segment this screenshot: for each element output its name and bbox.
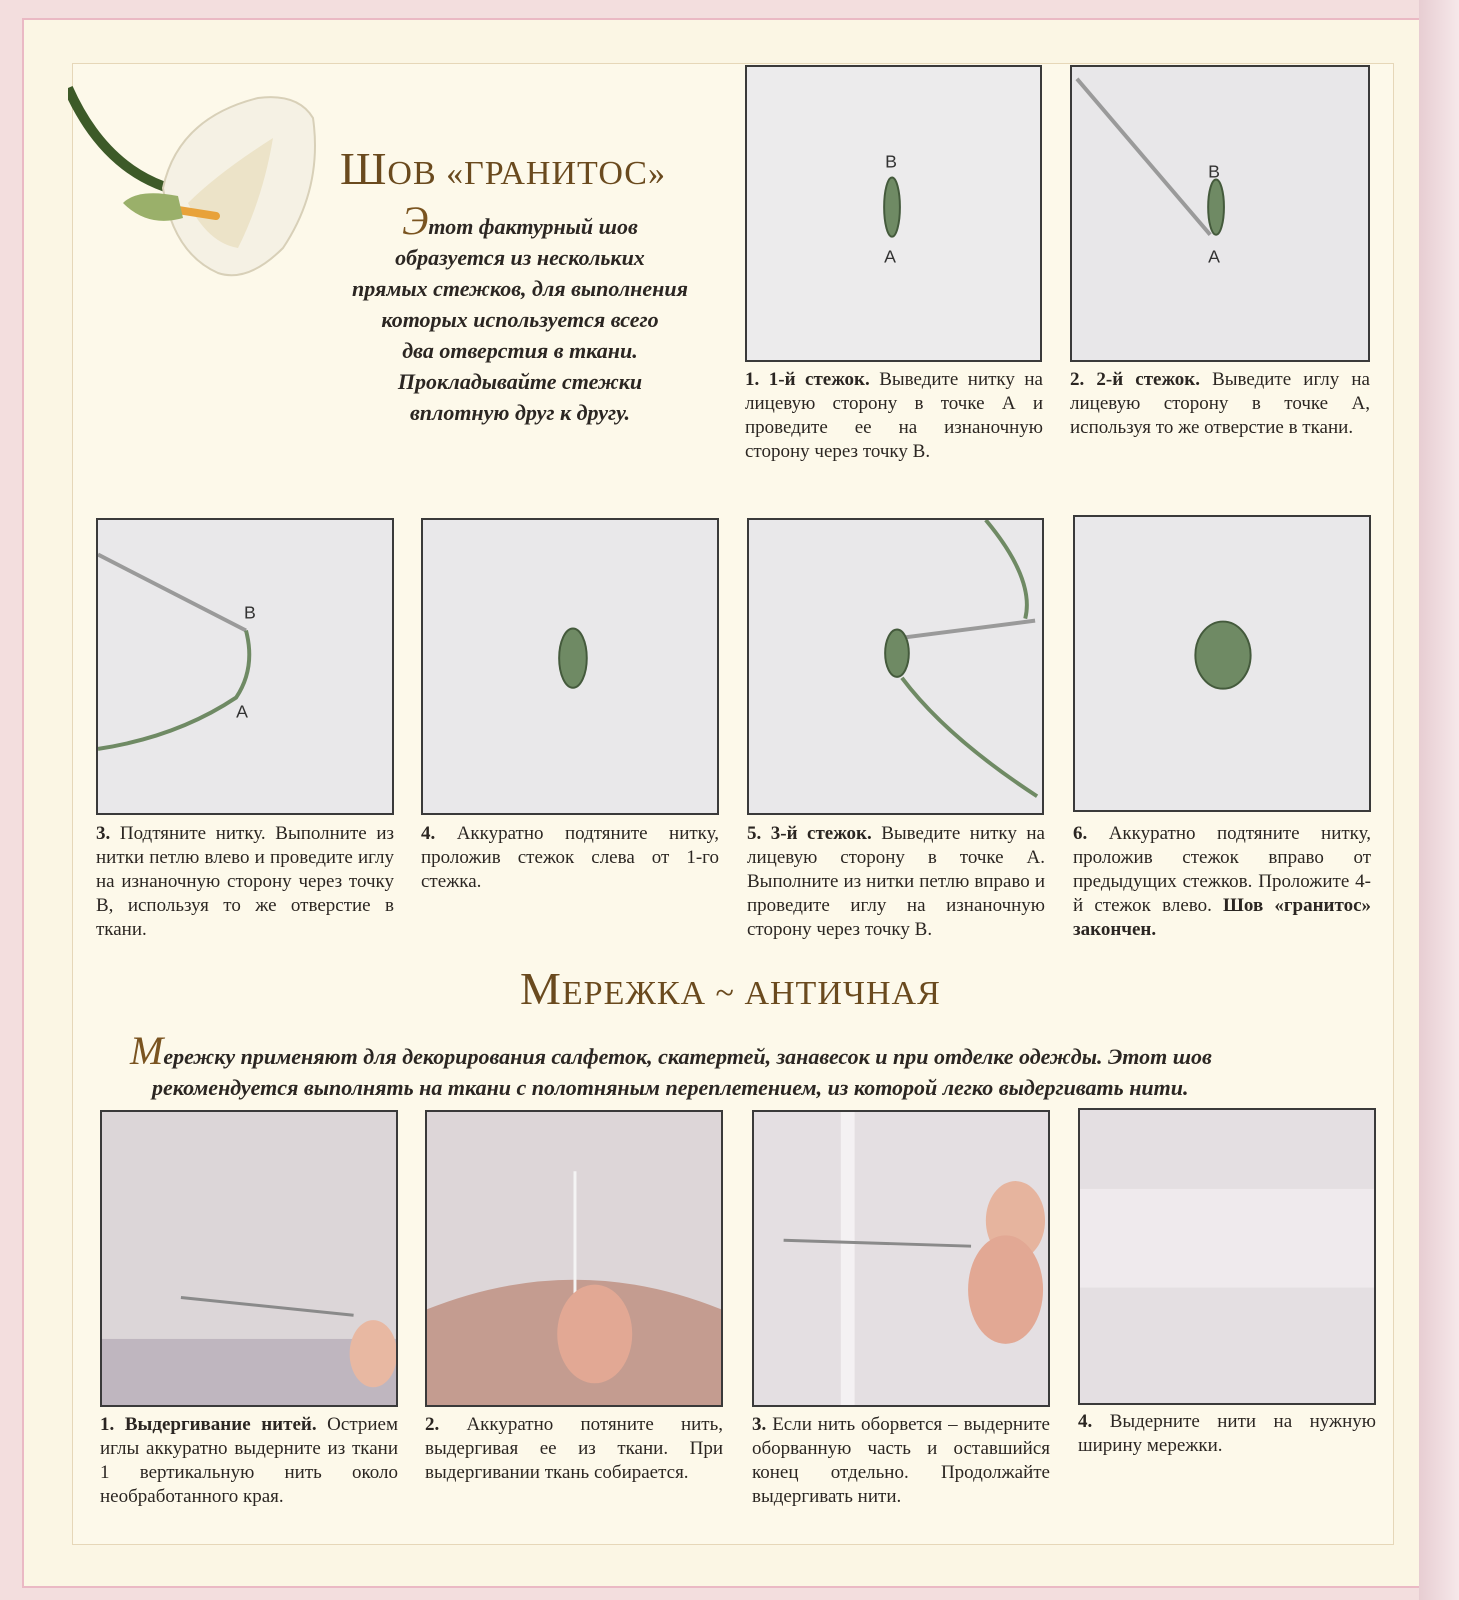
step3-photo bbox=[96, 518, 394, 815]
mer-step4-text: Выдерните нити на нужную ширину мережки. bbox=[1078, 1411, 1376, 1456]
label-a: A bbox=[1208, 246, 1221, 267]
section1-title-rest: ОВ «ГРАНИТОС» bbox=[387, 155, 666, 192]
step5-text: Выведите нитку на лицевую сторону в точке А. Выполните из нитки петлю вправо и проведите иглу на изнаночную сторону через точку В. bbox=[747, 823, 1045, 940]
step5-caption bbox=[747, 822, 1045, 942]
step4-caption bbox=[421, 822, 719, 894]
step6-num: 6. bbox=[1073, 823, 1088, 844]
step4-num: 4. bbox=[421, 823, 436, 844]
intro-line-1: образуется из нескольких bbox=[395, 245, 645, 270]
step1-bold: 1-й стежок. bbox=[768, 369, 870, 390]
section2-intro bbox=[130, 1028, 1370, 1103]
intro-line-2: прямых стежков, для выполнения bbox=[352, 276, 688, 301]
step2-text: Выведите иглу на лицевую сторону в точке А, используя то же отверстие в ткани. bbox=[1070, 369, 1370, 438]
section2-intro-initial: М bbox=[130, 1028, 164, 1073]
step3-text: Подтяните нитку. Выполните из нитки петлю влево и проведите иглу на изнаночную сторону через точку В, используя то же отверстие в ткани. bbox=[96, 823, 394, 940]
step6-text: Аккуратно подтяните нитку, проложив стежок вправо от предыдущих стежков. Проложите 4-й стежок влево. bbox=[1073, 823, 1371, 916]
step5-photo bbox=[747, 518, 1044, 815]
mer-step3-num: 3. bbox=[752, 1414, 767, 1435]
mer-step2-text: Аккуратно потяните нить, выдергивая ее из ткани. При выдергивании ткань собирается. bbox=[425, 1414, 724, 1483]
section1-title bbox=[340, 142, 666, 195]
mer-step1-bold: Выдергивание нитей. bbox=[124, 1414, 317, 1435]
mer-step4-num: 4. bbox=[1078, 1411, 1093, 1432]
mer-step1-photo bbox=[100, 1110, 398, 1407]
mer-step2-num: 2. bbox=[425, 1414, 440, 1435]
step4-text: Аккуратно подтяните нитку, проложив стежок слева от 1-го стежка. bbox=[421, 823, 719, 892]
section2-title-initial: М bbox=[520, 963, 562, 1014]
mer-step2-photo bbox=[425, 1110, 723, 1407]
step3-num: 3. bbox=[96, 823, 111, 844]
mer-step3-photo bbox=[752, 1110, 1050, 1407]
step6-photo bbox=[1073, 515, 1371, 812]
label-b: B bbox=[244, 602, 256, 623]
intro-line-4: два отверстия в ткани. bbox=[402, 338, 638, 363]
mer-step4-caption bbox=[1078, 1410, 1376, 1458]
section1-intro-initial: Э bbox=[402, 198, 429, 243]
label-a: A bbox=[884, 246, 896, 267]
mer-step3-text: Если нить оборвется – выдерните оборванную часть и оставшийся конец отдельно. Продолжайте выдергивать нити. bbox=[752, 1414, 1050, 1507]
step1-text: Выведите нитку на лицевую сторону в точке А и проведите ее на изнаночную сторону через точку В. bbox=[745, 369, 1043, 462]
mer-step1-text: Острием иглы аккуратно выдерните из ткани 1 вертикальную нить около необработанного края. bbox=[100, 1414, 398, 1507]
step6-tail: Шов «гранитос» закончен. bbox=[1073, 895, 1371, 940]
mer-step4-photo bbox=[1078, 1108, 1376, 1405]
section2-intro-line2: рекомендуется выполнять на ткани с полотняным переплетением, из которой легко выдергивать нити. bbox=[152, 1075, 1189, 1100]
step2-num: 2. bbox=[1070, 369, 1085, 390]
section2-title-rest: ЕРЕЖКА ~ АНТИЧНАЯ bbox=[561, 975, 941, 1012]
intro-line-3: которых используется всего bbox=[381, 307, 659, 332]
mer-step1-caption bbox=[100, 1413, 398, 1509]
section1-title-initial: Ш bbox=[340, 143, 388, 194]
step2-bold: 2-й стежок. bbox=[1096, 369, 1200, 390]
step2-caption bbox=[1070, 368, 1370, 440]
mer-step1-num: 1. bbox=[100, 1414, 115, 1435]
mer-step3-caption bbox=[752, 1413, 1050, 1509]
intro-line-0: тот фактурный шов bbox=[428, 214, 638, 239]
step3-caption bbox=[96, 822, 394, 942]
label-a: A bbox=[236, 701, 248, 722]
section1-intro bbox=[330, 198, 710, 428]
step4-photo bbox=[421, 518, 719, 815]
label-b: B bbox=[1208, 161, 1221, 182]
step1-caption bbox=[745, 368, 1043, 464]
section2-intro-line1: ережку применяют для декорирования салфеток, скатертей, занавесок и при отделке одежды. Этот шов bbox=[163, 1044, 1212, 1069]
step1-photo bbox=[745, 65, 1042, 362]
step5-num: 5. bbox=[747, 823, 762, 844]
mer-step2-caption bbox=[425, 1413, 723, 1485]
step1-num: 1. bbox=[745, 369, 760, 390]
step6-caption bbox=[1073, 822, 1371, 942]
intro-line-5: Прокладывайте стежки bbox=[397, 369, 643, 394]
page-edge bbox=[1419, 0, 1459, 1600]
step2-photo bbox=[1070, 65, 1370, 362]
step5-bold: 3-й стежок. bbox=[770, 823, 872, 844]
section2-title bbox=[520, 962, 941, 1015]
label-b: B bbox=[885, 151, 897, 172]
calla-lily-image bbox=[68, 78, 328, 293]
intro-line-6: вплотную друг к другу. bbox=[409, 400, 631, 425]
